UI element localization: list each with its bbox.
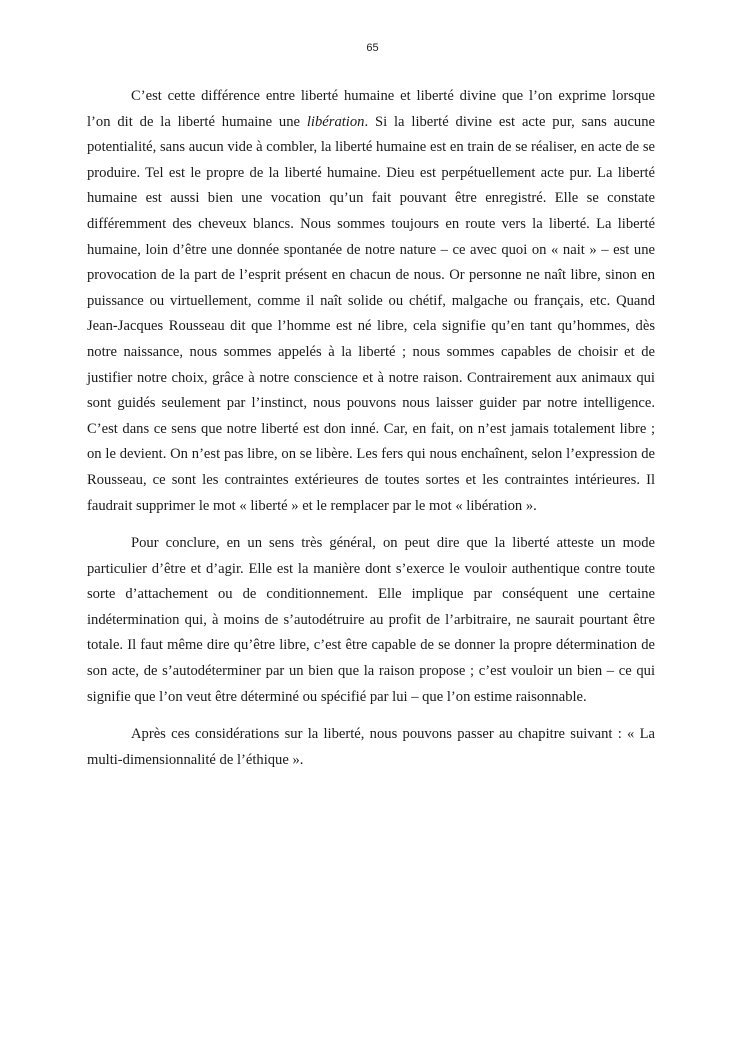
- paragraph-liberte-humaine: [87, 84, 655, 519]
- paragraph-conclusion: Pour conclure, en un sens très général, on peut dire que la liberté atteste un mode particulier d’être et d’agir. Elle est la manière dont s’exerce le vouloir authentique contre toute sorte d’attachement ou de conditionnement. Elle implique par conséquent une certaine indétermination qui, à moins de s’autodétruire au profit de l’arbitraire, ne saurait pourtant être totale. Il faut même dire qu’être libre, c’est être capable de se donner la propre détermination de son acte, de s’autodéterminer par un bien que la raison propose ; c’est vouloir un bien – ce qui signifie que l’on veut être déterminé ou spécifié par lui – que l’on estime raisonnable.: [87, 535, 655, 705]
- paragraph-1-text-end: . Si la liberté divine est acte pur, sans aucune potentialité, sans aucun vide à combler, la liberté humaine est en train de se réaliser, en acte de se produire. Tel est le propre de la liberté humaine. Dieu est perpétuellement acte pur. La liberté humaine est aussi bien une vocation qu’un fait pouvant être enregistré. Elle se constate différemment des cheveux blancs. Nous sommes toujours en route vers la liberté. La liberté humaine, loin d’être une donnée spontanée de notre nature – ce avec quoi on « nait » – est une provocation de la part de l’esprit présent en chacun de nous. Or personne ne naît libre, sinon en puissance ou virtuellement, comme il naît solide ou chétif, malgache ou français, etc. Quand Jean-Jacques Rousseau dit que l’homme est né libre, cela signifie qu’en tant qu’hommes, dès notre naissance, nous sommes appelés à la liberté ; nous sommes capables de choisir et de justifier notre choix, grâce à notre conscience et à notre raison. Contrairement aux animaux qui sont guidés seulement par l’instinct, nous pouvons nous laisser guider par notre intelligence. C’est dans ce sens que notre liberté est don inné. Car, en fait, on n’est jamais totalement libre ; on le devient. On n’est pas libre, on se libère. Les fers qui nous enchaînent, selon l’expression de Rousseau, ce sont les contraintes extérieures de toutes sortes et les contraintes intérieures. Il faudrait supprimer le mot « liberté » et le remplacer par le mot « libération ».: [87, 113, 655, 514]
- page-number: 65: [366, 42, 379, 54]
- paragraph-transition: Après ces considérations sur la liberté, nous pouvons passer au chapitre suivant : « La multi-dimensionnalité de l’éthique ».: [87, 726, 655, 768]
- emphasis-liberation: libération: [306, 113, 365, 130]
- paragraph-1-text-start: C’est cette différence entre liberté humaine et liberté divine que l’on exprime lorsque l’on dit de la liberté humaine une: [87, 88, 655, 130]
- document-body: [87, 84, 655, 773]
